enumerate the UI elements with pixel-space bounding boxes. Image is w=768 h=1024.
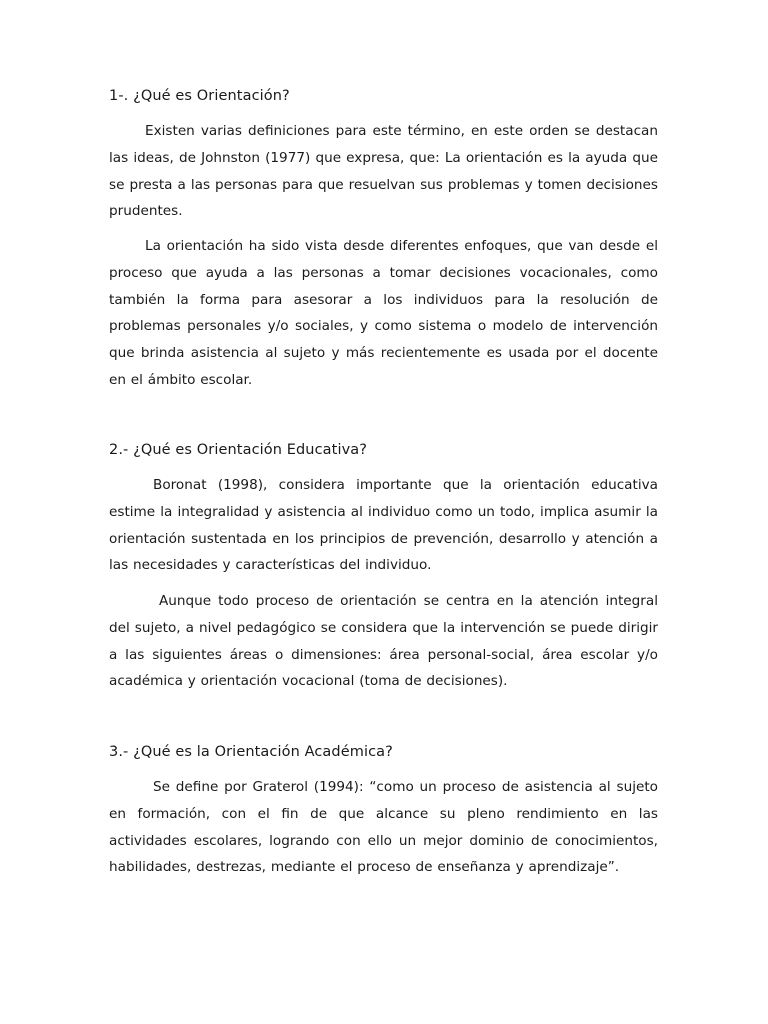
- section-3: [109, 742, 658, 762]
- section-2-paragraph-1: Boronat (1998), considera importante que la orientación educativa estime la integralidad y asistencia al individuo como un todo, implica asumir la orientación sustentada en los principios de prevención, desarrollo y atención a las necesidades y características del individuo.: [109, 477, 658, 574]
- section-1-paragraph-2-block: [109, 233, 658, 394]
- section-1-heading: 1-. ¿Qué es Orientación?: [109, 88, 290, 104]
- section-3-paragraph-1-block: [109, 774, 658, 881]
- section-1: [109, 86, 658, 106]
- section-2-paragraph-1-block: [109, 472, 658, 579]
- section-2-paragraph-2: Aunque todo proceso de orientación se centra en la atención integral del sujeto, a nivel pedagógico se considera que la intervención se puede dirigir a las siguientes áreas o dimensiones: área personal-social, área escolar y/o académica y orientación vocacional (toma de decisiones).: [109, 593, 658, 690]
- section-1-paragraph-1-block: [109, 118, 658, 225]
- section-2-paragraph-2-block: [109, 588, 658, 695]
- section-2: [109, 440, 658, 460]
- section-3-paragraph-1: Se define por Graterol (1994): “como un proceso de asistencia al sujeto en formación, con el fin de que alcance su pleno rendimiento en las actividades escolares, logrando con ello un mejor dominio de conocimientos, habilidades, destrezas, mediante el proceso de enseñanza y aprendizaje”.: [109, 779, 658, 876]
- section-1-paragraph-1: Existen varias definiciones para este término, en este orden se destacan las ideas, de Johnston (1977) que expresa, que: La orientación es la ayuda que se presta a las personas para que resuelvan sus problemas y tomen decisiones prudentes.: [109, 123, 658, 220]
- section-3-heading: 3.- ¿Qué es la Orientación Académica?: [109, 744, 393, 760]
- section-1-paragraph-2: La orientación ha sido vista desde diferentes enfoques, que van desde el proceso que ayuda a las personas a tomar decisiones vocacionales, como también la forma para asesorar a los individuos para la resolución de problemas personales y/o sociales, y como sistema o modelo de intervención que brinda asistencia al sujeto y más recientemente es usada por el docente en el ámbito escolar.: [109, 238, 658, 388]
- section-2-heading: 2.- ¿Qué es Orientación Educativa?: [109, 442, 368, 458]
